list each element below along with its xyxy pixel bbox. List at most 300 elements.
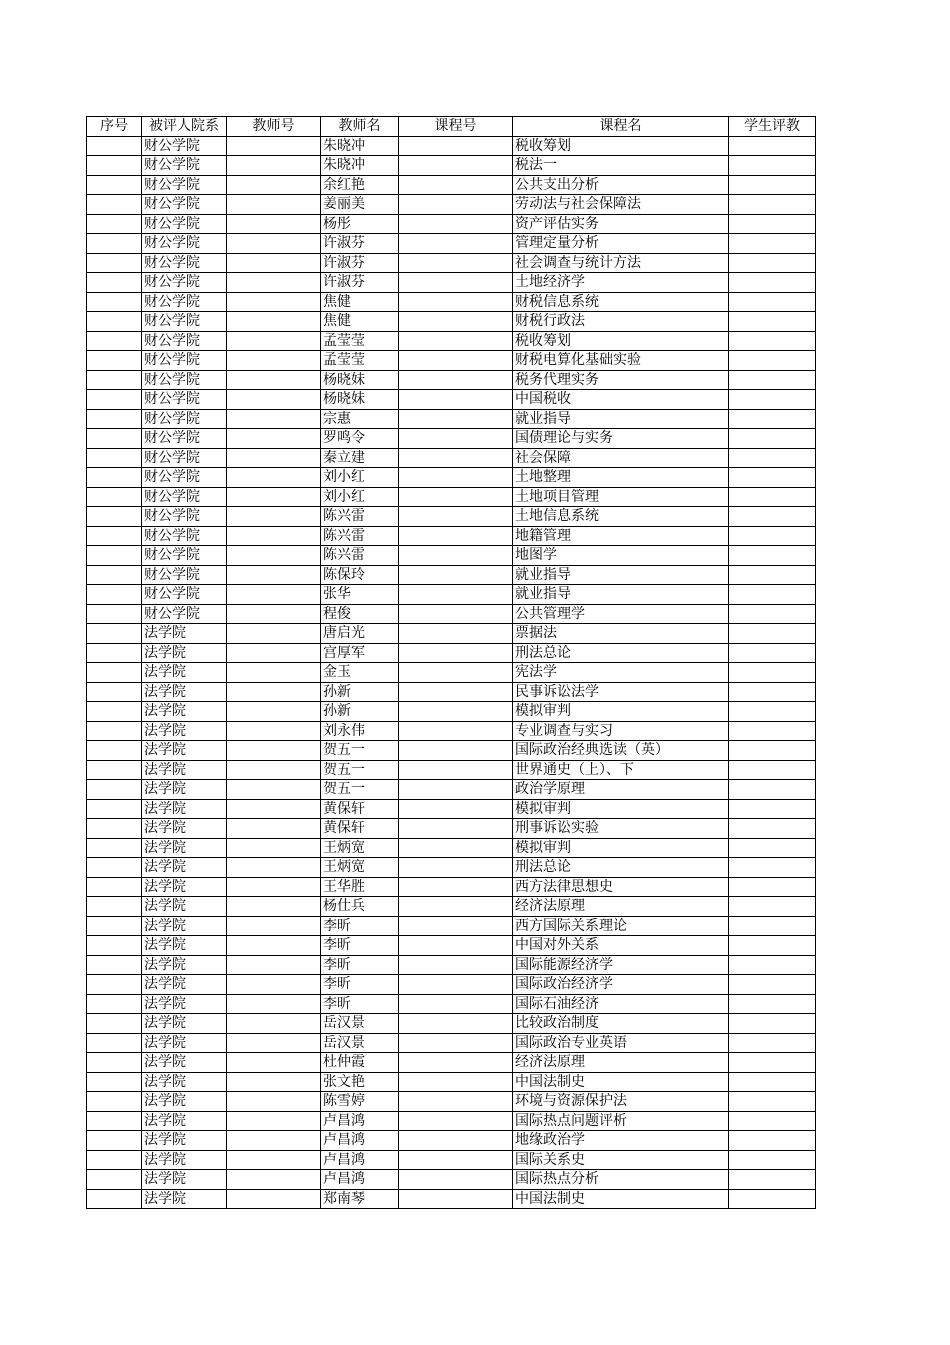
cell-teacher: 孙新 bbox=[321, 702, 399, 722]
cell-teacher: 许淑芬 bbox=[321, 253, 399, 273]
cell-teacher-id bbox=[227, 721, 321, 741]
cell-index bbox=[87, 604, 142, 624]
cell-course: 地籍管理 bbox=[513, 526, 729, 546]
cell-index bbox=[87, 214, 142, 234]
cell-student-eval bbox=[729, 195, 816, 215]
cell-teacher: 李昕 bbox=[321, 975, 399, 995]
cell-school: 法学院 bbox=[142, 916, 227, 936]
cell-teacher: 杨仕兵 bbox=[321, 897, 399, 917]
cell-course: 刑法总论 bbox=[513, 858, 729, 878]
header-course-name: 课程名 bbox=[513, 117, 729, 137]
cell-student-eval bbox=[729, 1111, 816, 1131]
cell-student-eval bbox=[729, 585, 816, 605]
table-row bbox=[87, 1189, 816, 1209]
header-index: 序号 bbox=[87, 117, 142, 137]
cell-index bbox=[87, 975, 142, 995]
cell-teacher-id bbox=[227, 897, 321, 917]
table-row bbox=[87, 175, 816, 195]
cell-course-id bbox=[399, 409, 513, 429]
cell-teacher: 陈保玲 bbox=[321, 565, 399, 585]
cell-school: 法学院 bbox=[142, 682, 227, 702]
table-row bbox=[87, 877, 816, 897]
table-row bbox=[87, 1033, 816, 1053]
cell-course-id bbox=[399, 877, 513, 897]
cell-index bbox=[87, 1072, 142, 1092]
cell-school: 法学院 bbox=[142, 799, 227, 819]
cell-student-eval bbox=[729, 799, 816, 819]
cell-course-id bbox=[399, 663, 513, 683]
table-row bbox=[87, 819, 816, 839]
cell-teacher-id bbox=[227, 877, 321, 897]
cell-index bbox=[87, 331, 142, 351]
cell-course-id bbox=[399, 526, 513, 546]
cell-teacher: 王炳宽 bbox=[321, 838, 399, 858]
cell-student-eval bbox=[729, 1150, 816, 1170]
cell-school: 法学院 bbox=[142, 643, 227, 663]
cell-teacher-id bbox=[227, 702, 321, 722]
cell-teacher-id bbox=[227, 273, 321, 293]
cell-teacher-id bbox=[227, 936, 321, 956]
table-row bbox=[87, 156, 816, 176]
cell-teacher-id bbox=[227, 526, 321, 546]
cell-course-id bbox=[399, 760, 513, 780]
cell-index bbox=[87, 487, 142, 507]
cell-course: 民事诉讼法学 bbox=[513, 682, 729, 702]
cell-teacher: 秦立建 bbox=[321, 448, 399, 468]
cell-teacher-id bbox=[227, 565, 321, 585]
cell-teacher: 孟莹莹 bbox=[321, 351, 399, 371]
cell-teacher: 张华 bbox=[321, 585, 399, 605]
cell-student-eval bbox=[729, 292, 816, 312]
cell-teacher-id bbox=[227, 351, 321, 371]
cell-school: 法学院 bbox=[142, 741, 227, 761]
cell-course: 模拟审判 bbox=[513, 838, 729, 858]
cell-course-id bbox=[399, 682, 513, 702]
cell-index bbox=[87, 136, 142, 156]
cell-index bbox=[87, 1033, 142, 1053]
cell-teacher: 陈兴雷 bbox=[321, 546, 399, 566]
cell-teacher: 卢昌鸿 bbox=[321, 1150, 399, 1170]
cell-teacher-id bbox=[227, 819, 321, 839]
cell-student-eval bbox=[729, 819, 816, 839]
cell-teacher-id bbox=[227, 507, 321, 527]
cell-student-eval bbox=[729, 604, 816, 624]
table-row bbox=[87, 975, 816, 995]
cell-student-eval bbox=[729, 565, 816, 585]
cell-teacher: 李昕 bbox=[321, 916, 399, 936]
cell-school: 财公学院 bbox=[142, 604, 227, 624]
table-row bbox=[87, 487, 816, 507]
cell-index bbox=[87, 780, 142, 800]
cell-student-eval bbox=[729, 897, 816, 917]
cell-teacher-id bbox=[227, 429, 321, 449]
cell-course-id bbox=[399, 214, 513, 234]
cell-student-eval bbox=[729, 994, 816, 1014]
cell-student-eval bbox=[729, 370, 816, 390]
cell-teacher: 黄保轩 bbox=[321, 799, 399, 819]
cell-course-id bbox=[399, 370, 513, 390]
cell-teacher: 余红艳 bbox=[321, 175, 399, 195]
cell-course-id bbox=[399, 429, 513, 449]
cell-school: 财公学院 bbox=[142, 565, 227, 585]
table-row bbox=[87, 663, 816, 683]
cell-index bbox=[87, 390, 142, 410]
cell-student-eval bbox=[729, 916, 816, 936]
cell-index bbox=[87, 721, 142, 741]
cell-student-eval bbox=[729, 234, 816, 254]
table-row bbox=[87, 370, 816, 390]
cell-school: 法学院 bbox=[142, 819, 227, 839]
header-teacher-name: 教师名 bbox=[321, 117, 399, 137]
cell-student-eval bbox=[729, 741, 816, 761]
cell-index bbox=[87, 1014, 142, 1034]
cell-course-id bbox=[399, 156, 513, 176]
table-row bbox=[87, 468, 816, 488]
cell-course: 模拟审判 bbox=[513, 799, 729, 819]
cell-index bbox=[87, 292, 142, 312]
cell-school: 财公学院 bbox=[142, 526, 227, 546]
cell-school: 财公学院 bbox=[142, 136, 227, 156]
cell-student-eval bbox=[729, 1170, 816, 1190]
cell-course: 中国税收 bbox=[513, 390, 729, 410]
cell-index bbox=[87, 585, 142, 605]
cell-course: 地缘政治学 bbox=[513, 1131, 729, 1151]
table-row bbox=[87, 331, 816, 351]
cell-school: 财公学院 bbox=[142, 175, 227, 195]
cell-course-id bbox=[399, 936, 513, 956]
cell-course: 地图学 bbox=[513, 546, 729, 566]
table-row bbox=[87, 741, 816, 761]
cell-student-eval bbox=[729, 760, 816, 780]
cell-index bbox=[87, 799, 142, 819]
cell-student-eval bbox=[729, 507, 816, 527]
cell-school: 法学院 bbox=[142, 877, 227, 897]
cell-student-eval bbox=[729, 214, 816, 234]
table-row bbox=[87, 546, 816, 566]
cell-school: 财公学院 bbox=[142, 214, 227, 234]
cell-teacher-id bbox=[227, 1014, 321, 1034]
cell-school: 法学院 bbox=[142, 936, 227, 956]
table-row bbox=[87, 702, 816, 722]
cell-course: 公共支出分析 bbox=[513, 175, 729, 195]
evaluation-table bbox=[86, 116, 816, 1209]
table-row bbox=[87, 390, 816, 410]
cell-teacher: 刘永伟 bbox=[321, 721, 399, 741]
cell-course-id bbox=[399, 585, 513, 605]
cell-student-eval bbox=[729, 1072, 816, 1092]
cell-teacher: 宫厚军 bbox=[321, 643, 399, 663]
table-row bbox=[87, 1150, 816, 1170]
cell-index bbox=[87, 429, 142, 449]
cell-teacher-id bbox=[227, 546, 321, 566]
cell-course-id bbox=[399, 195, 513, 215]
cell-school: 财公学院 bbox=[142, 253, 227, 273]
cell-course-id bbox=[399, 604, 513, 624]
cell-course: 国际能源经济学 bbox=[513, 955, 729, 975]
cell-index bbox=[87, 312, 142, 332]
cell-school: 财公学院 bbox=[142, 429, 227, 449]
cell-teacher: 王华胜 bbox=[321, 877, 399, 897]
cell-student-eval bbox=[729, 1053, 816, 1073]
cell-course: 国际政治经济学 bbox=[513, 975, 729, 995]
cell-course: 世界通史（上）、下 bbox=[513, 760, 729, 780]
cell-course: 公共管理学 bbox=[513, 604, 729, 624]
cell-course: 中国法制史 bbox=[513, 1189, 729, 1209]
cell-school: 法学院 bbox=[142, 1131, 227, 1151]
cell-index bbox=[87, 507, 142, 527]
cell-course-id bbox=[399, 799, 513, 819]
cell-teacher-id bbox=[227, 214, 321, 234]
cell-teacher: 卢昌鸿 bbox=[321, 1170, 399, 1190]
cell-teacher: 孟莹莹 bbox=[321, 331, 399, 351]
cell-teacher: 杜仲霞 bbox=[321, 1053, 399, 1073]
cell-course: 劳动法与社会保障法 bbox=[513, 195, 729, 215]
cell-course: 就业指导 bbox=[513, 585, 729, 605]
table-row bbox=[87, 682, 816, 702]
table-row bbox=[87, 858, 816, 878]
cell-teacher-id bbox=[227, 799, 321, 819]
cell-teacher: 李昕 bbox=[321, 936, 399, 956]
cell-teacher-id bbox=[227, 1072, 321, 1092]
cell-course-id bbox=[399, 546, 513, 566]
table-row bbox=[87, 273, 816, 293]
table-row bbox=[87, 1072, 816, 1092]
cell-school: 法学院 bbox=[142, 994, 227, 1014]
cell-school: 法学院 bbox=[142, 1150, 227, 1170]
cell-course: 财税电算化基础实验 bbox=[513, 351, 729, 371]
cell-course: 宪法学 bbox=[513, 663, 729, 683]
header-school: 被评人院系 bbox=[142, 117, 227, 137]
cell-course: 税收筹划 bbox=[513, 331, 729, 351]
cell-index bbox=[87, 916, 142, 936]
table-row bbox=[87, 1092, 816, 1112]
cell-course-id bbox=[399, 955, 513, 975]
cell-course-id bbox=[399, 975, 513, 995]
table-row bbox=[87, 604, 816, 624]
cell-course: 土地信息系统 bbox=[513, 507, 729, 527]
cell-index bbox=[87, 253, 142, 273]
cell-course-id bbox=[399, 253, 513, 273]
table-row bbox=[87, 643, 816, 663]
table-row bbox=[87, 351, 816, 371]
cell-teacher-id bbox=[227, 136, 321, 156]
cell-school: 法学院 bbox=[142, 1092, 227, 1112]
table-row bbox=[87, 565, 816, 585]
cell-index bbox=[87, 468, 142, 488]
header-row bbox=[87, 117, 816, 137]
cell-teacher-id bbox=[227, 975, 321, 995]
cell-teacher: 王炳宽 bbox=[321, 858, 399, 878]
cell-school: 财公学院 bbox=[142, 351, 227, 371]
table-row bbox=[87, 585, 816, 605]
cell-course: 刑事诉讼实验 bbox=[513, 819, 729, 839]
cell-teacher-id bbox=[227, 234, 321, 254]
table-row bbox=[87, 429, 816, 449]
cell-school: 法学院 bbox=[142, 1053, 227, 1073]
cell-teacher-id bbox=[227, 1111, 321, 1131]
cell-teacher: 朱晓冲 bbox=[321, 136, 399, 156]
cell-index bbox=[87, 526, 142, 546]
cell-index bbox=[87, 1053, 142, 1073]
cell-teacher: 陈兴雷 bbox=[321, 526, 399, 546]
cell-course-id bbox=[399, 448, 513, 468]
cell-school: 财公学院 bbox=[142, 234, 227, 254]
cell-course: 土地整理 bbox=[513, 468, 729, 488]
cell-student-eval bbox=[729, 1092, 816, 1112]
cell-index bbox=[87, 760, 142, 780]
cell-teacher-id bbox=[227, 663, 321, 683]
cell-index bbox=[87, 409, 142, 429]
cell-teacher: 焦健 bbox=[321, 312, 399, 332]
cell-course: 西方法律思想史 bbox=[513, 877, 729, 897]
cell-school: 财公学院 bbox=[142, 468, 227, 488]
cell-course: 财税行政法 bbox=[513, 312, 729, 332]
cell-student-eval bbox=[729, 936, 816, 956]
cell-teacher-id bbox=[227, 468, 321, 488]
cell-teacher: 贺五一 bbox=[321, 741, 399, 761]
cell-student-eval bbox=[729, 331, 816, 351]
table-body bbox=[87, 136, 816, 1209]
cell-teacher-id bbox=[227, 604, 321, 624]
cell-student-eval bbox=[729, 1033, 816, 1053]
cell-teacher-id bbox=[227, 487, 321, 507]
table-row bbox=[87, 526, 816, 546]
cell-student-eval bbox=[729, 877, 816, 897]
cell-course-id bbox=[399, 1189, 513, 1209]
cell-teacher: 李昕 bbox=[321, 994, 399, 1014]
cell-teacher-id bbox=[227, 1131, 321, 1151]
cell-course-id bbox=[399, 136, 513, 156]
cell-teacher-id bbox=[227, 195, 321, 215]
cell-school: 财公学院 bbox=[142, 331, 227, 351]
cell-course-id bbox=[399, 994, 513, 1014]
cell-index bbox=[87, 838, 142, 858]
cell-teacher-id bbox=[227, 916, 321, 936]
cell-course: 模拟审判 bbox=[513, 702, 729, 722]
cell-teacher: 唐启光 bbox=[321, 624, 399, 644]
cell-index bbox=[87, 1170, 142, 1190]
cell-course-id bbox=[399, 312, 513, 332]
cell-index bbox=[87, 234, 142, 254]
cell-course-id bbox=[399, 1014, 513, 1034]
cell-course: 西方国际关系理论 bbox=[513, 916, 729, 936]
cell-index bbox=[87, 1189, 142, 1209]
table-row bbox=[87, 936, 816, 956]
cell-school: 财公学院 bbox=[142, 409, 227, 429]
cell-student-eval bbox=[729, 838, 816, 858]
cell-teacher: 张文艳 bbox=[321, 1072, 399, 1092]
cell-course: 国际政治专业英语 bbox=[513, 1033, 729, 1053]
cell-school: 法学院 bbox=[142, 858, 227, 878]
cell-course-id bbox=[399, 468, 513, 488]
cell-course: 票据法 bbox=[513, 624, 729, 644]
cell-teacher: 朱晓冲 bbox=[321, 156, 399, 176]
header-student-eval: 学生评教 bbox=[729, 117, 816, 137]
cell-school: 法学院 bbox=[142, 624, 227, 644]
cell-index bbox=[87, 663, 142, 683]
cell-school: 法学院 bbox=[142, 760, 227, 780]
cell-school: 财公学院 bbox=[142, 273, 227, 293]
cell-teacher-id bbox=[227, 1189, 321, 1209]
cell-course-id bbox=[399, 1150, 513, 1170]
cell-student-eval bbox=[729, 858, 816, 878]
cell-teacher: 陈兴雷 bbox=[321, 507, 399, 527]
cell-student-eval bbox=[729, 702, 816, 722]
cell-school: 法学院 bbox=[142, 1111, 227, 1131]
cell-course: 管理定量分析 bbox=[513, 234, 729, 254]
cell-course: 国际关系史 bbox=[513, 1150, 729, 1170]
table-row bbox=[87, 780, 816, 800]
cell-course-id bbox=[399, 507, 513, 527]
cell-student-eval bbox=[729, 468, 816, 488]
cell-teacher-id bbox=[227, 156, 321, 176]
cell-teacher-id bbox=[227, 955, 321, 975]
cell-course-id bbox=[399, 1053, 513, 1073]
cell-course: 专业调查与实习 bbox=[513, 721, 729, 741]
cell-school: 法学院 bbox=[142, 663, 227, 683]
cell-student-eval bbox=[729, 253, 816, 273]
cell-index bbox=[87, 175, 142, 195]
cell-course: 经济法原理 bbox=[513, 897, 729, 917]
cell-school: 财公学院 bbox=[142, 156, 227, 176]
table-row bbox=[87, 312, 816, 332]
table-row bbox=[87, 994, 816, 1014]
cell-school: 财公学院 bbox=[142, 195, 227, 215]
cell-student-eval bbox=[729, 526, 816, 546]
cell-course-id bbox=[399, 838, 513, 858]
cell-index bbox=[87, 702, 142, 722]
table-row bbox=[87, 507, 816, 527]
cell-index bbox=[87, 1092, 142, 1112]
cell-course: 社会保障 bbox=[513, 448, 729, 468]
cell-student-eval bbox=[729, 663, 816, 683]
table-row bbox=[87, 234, 816, 254]
cell-teacher: 岳汉景 bbox=[321, 1033, 399, 1053]
cell-school: 法学院 bbox=[142, 702, 227, 722]
cell-teacher: 陈雪婷 bbox=[321, 1092, 399, 1112]
table-row bbox=[87, 1111, 816, 1131]
cell-course: 国债理论与实务 bbox=[513, 429, 729, 449]
cell-student-eval bbox=[729, 312, 816, 332]
cell-student-eval bbox=[729, 1131, 816, 1151]
table-row bbox=[87, 897, 816, 917]
cell-teacher-id bbox=[227, 585, 321, 605]
cell-teacher: 杨晓妹 bbox=[321, 390, 399, 410]
cell-course: 比较政治制度 bbox=[513, 1014, 729, 1034]
cell-index bbox=[87, 741, 142, 761]
cell-school: 财公学院 bbox=[142, 585, 227, 605]
table-row bbox=[87, 409, 816, 429]
cell-index bbox=[87, 1111, 142, 1131]
cell-course: 国际热点问题评析 bbox=[513, 1111, 729, 1131]
cell-teacher-id bbox=[227, 994, 321, 1014]
cell-course-id bbox=[399, 819, 513, 839]
table-row bbox=[87, 1170, 816, 1190]
cell-teacher: 卢昌鸿 bbox=[321, 1111, 399, 1131]
cell-teacher: 许淑芬 bbox=[321, 234, 399, 254]
cell-student-eval bbox=[729, 390, 816, 410]
cell-course: 就业指导 bbox=[513, 565, 729, 585]
cell-teacher: 李昕 bbox=[321, 955, 399, 975]
cell-course: 政治学原理 bbox=[513, 780, 729, 800]
cell-school: 法学院 bbox=[142, 975, 227, 995]
cell-teacher-id bbox=[227, 312, 321, 332]
cell-student-eval bbox=[729, 546, 816, 566]
cell-index bbox=[87, 1131, 142, 1151]
cell-course-id bbox=[399, 916, 513, 936]
cell-index bbox=[87, 858, 142, 878]
table-row bbox=[87, 448, 816, 468]
